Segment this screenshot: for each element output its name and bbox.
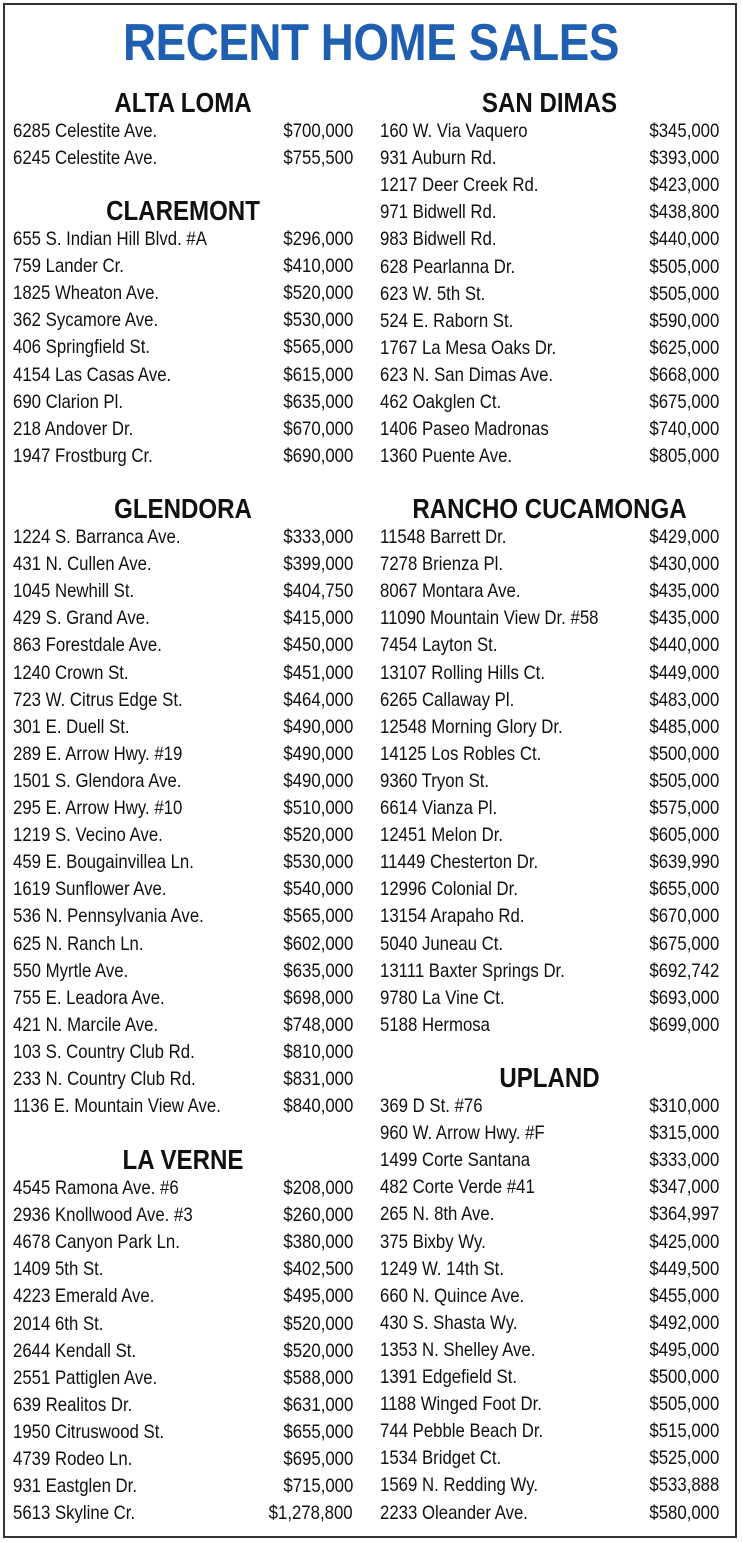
city-heading: CLAREMONT	[106, 195, 260, 226]
sale-row	[380, 1500, 719, 1527]
sale-address: 362 Sycamore Ave.	[13, 309, 159, 332]
sale-address: 1950 Citruswood St.	[13, 1420, 165, 1443]
sale-address: 5613 Skyline Cr.	[13, 1502, 136, 1525]
sale-address: 4545 Ramona Ave. #6	[13, 1177, 179, 1199]
sale-address: 295 E. Arrow Hwy. #10	[13, 797, 183, 819]
sale-price: $575,000	[649, 797, 719, 819]
sale-address: 4223 Emerald Ave.	[13, 1285, 155, 1308]
sale-address: 12996 Colonial Dr.	[380, 878, 518, 901]
sale-price: $515,000	[649, 1420, 719, 1443]
sale-address: 429 S. Grand Ave.	[13, 607, 150, 630]
sale-row	[380, 226, 719, 253]
sale-price: $631,000	[283, 1393, 353, 1416]
sale-row	[13, 253, 353, 280]
sale-address: 375 Bixby Wy.	[380, 1230, 486, 1253]
sale-price: $404,750	[283, 580, 353, 603]
sale-address: 9780 La Vine Ct.	[380, 986, 505, 1009]
sale-address: 7454 Layton St.	[380, 634, 498, 657]
sale-row	[13, 1338, 353, 1365]
sale-row	[13, 389, 353, 416]
sale-address: 1136 E. Mountain View Ave.	[13, 1095, 221, 1118]
sale-row	[380, 849, 719, 876]
sale-address: 960 W. Arrow Hwy. #F	[380, 1122, 545, 1145]
sale-row	[13, 1500, 353, 1527]
sale-price: $639,990	[649, 851, 719, 874]
sale-price: $495,000	[283, 1285, 353, 1308]
sale-price: $510,000	[283, 797, 353, 819]
sale-price: $698,000	[283, 986, 353, 1009]
sale-row	[13, 1229, 353, 1256]
sale-row	[13, 362, 353, 389]
sale-address: 623 N. San Dimas Ave.	[380, 363, 554, 386]
sale-price: $402,500	[283, 1258, 353, 1281]
sale-price: $675,000	[649, 391, 719, 413]
sale-row	[13, 443, 353, 470]
sale-price: $520,000	[283, 1339, 353, 1362]
sale-row	[380, 335, 719, 362]
sale-row	[13, 1419, 353, 1446]
sale-row	[380, 362, 719, 389]
sale-address: 11548 Barrett Dr.	[380, 526, 507, 548]
sale-price: $655,000	[283, 1420, 353, 1443]
sale-address: 623 W. 5th St.	[380, 282, 486, 305]
sale-row	[380, 1229, 719, 1256]
city-heading: UPLAND	[499, 1062, 600, 1093]
sale-row	[13, 1311, 353, 1338]
sale-address: 6245 Celestite Ave.	[13, 147, 158, 170]
sale-address: 628 Pearlanna Dr.	[380, 255, 516, 278]
sale-price: $345,000	[649, 120, 719, 142]
sale-address: 421 N. Marcile Ave.	[13, 1013, 159, 1036]
sale-price: $755,500	[283, 147, 353, 170]
sale-address: 536 N. Pennsylvania Ave.	[13, 905, 204, 928]
sale-row	[380, 118, 719, 145]
sale-address: 1224 S. Barranca Ave.	[13, 526, 181, 548]
sale-price: $495,000	[649, 1338, 719, 1361]
sale-price: $415,000	[283, 607, 353, 630]
sale-price: $530,000	[283, 851, 353, 874]
sale-row	[13, 334, 353, 361]
sale-row	[380, 1337, 719, 1364]
sale-price: $399,000	[283, 553, 353, 576]
sale-address: 459 E. Bougainvillea Ln.	[13, 851, 194, 874]
sale-address: 289 E. Arrow Hwy. #19	[13, 742, 183, 765]
sale-price: $699,000	[649, 1013, 719, 1036]
sale-address: 2014 6th St.	[13, 1312, 104, 1335]
page-title: RECENT HOME SALES	[123, 14, 619, 72]
sale-row	[380, 281, 719, 308]
sale-address: 759 Lander Cr.	[13, 255, 124, 278]
sale-address: 4678 Canyon Park Ln.	[13, 1231, 180, 1254]
sale-address: 2644 Kendall St.	[13, 1339, 137, 1362]
sale-price: $485,000	[649, 715, 719, 738]
sale-row	[380, 1256, 719, 1283]
sale-row	[13, 1473, 353, 1500]
sale-price: $505,000	[649, 255, 719, 278]
sale-price: $580,000	[649, 1501, 719, 1524]
sale-price: $831,000	[283, 1068, 353, 1090]
sale-address: 1569 N. Redding Wy.	[380, 1474, 539, 1497]
sale-address: 1219 S. Vecino Ave.	[13, 824, 163, 847]
sale-price: $500,000	[649, 1366, 719, 1388]
sale-address: 690 Clarion Pl.	[13, 390, 123, 413]
sale-address: 14125 Los Robles Ct.	[380, 742, 542, 765]
sale-price: $605,000	[649, 824, 719, 847]
sale-row	[380, 1147, 719, 1174]
sale-row	[380, 551, 719, 578]
sale-price: $840,000	[283, 1095, 353, 1118]
sale-address: 8067 Montara Ave.	[380, 580, 521, 603]
sale-address: 4154 Las Casas Ave.	[13, 363, 172, 386]
sale-price: $449,500	[649, 1257, 719, 1280]
sale-price: $380,000	[283, 1231, 353, 1254]
sale-address: 301 E. Duell St.	[13, 715, 130, 738]
sale-row	[13, 1256, 353, 1283]
sale-price: $393,000	[649, 147, 719, 170]
sale-address: 660 N. Quince Ave.	[380, 1284, 525, 1307]
sale-row	[380, 687, 719, 714]
sale-address: 369 D St. #76	[380, 1095, 483, 1117]
sale-price: $296,000	[283, 228, 353, 250]
sale-address: 265 N. 8th Ave.	[380, 1203, 495, 1226]
sale-address: 2551 Pattiglen Ave.	[13, 1366, 158, 1389]
sale-price: $310,000	[649, 1095, 719, 1117]
sale-address: 655 S. Indian Hill Blvd. #A	[13, 228, 207, 250]
sale-row	[13, 822, 353, 849]
sale-address: 755 E. Leadora Ave.	[13, 986, 165, 1009]
sale-address: 13107 Rolling Hills Ct.	[380, 661, 545, 684]
sale-address: 6285 Celestite Ave.	[13, 120, 158, 142]
sale-address: 931 Auburn Rd.	[380, 147, 497, 170]
sale-address: 723 W. Citrus Edge St.	[13, 688, 183, 711]
sale-address: 639 Realitos Dr.	[13, 1393, 133, 1416]
sale-address: 1045 Newhill St.	[13, 580, 135, 603]
sale-row	[380, 768, 719, 795]
sale-address: 744 Pebble Beach Dr.	[380, 1420, 544, 1443]
sale-address: 1501 S. Glendora Ave.	[13, 769, 182, 792]
sale-price: $700,000	[283, 120, 353, 142]
sale-price: $520,000	[283, 282, 353, 305]
sale-address: 971 Bidwell Rd.	[380, 201, 497, 224]
sale-price: $450,000	[283, 634, 353, 657]
sale-address: 11090 Mountain View Dr. #58	[380, 607, 599, 630]
sale-address: 625 N. Ranch Ln.	[13, 932, 144, 955]
sale-price: $533,888	[649, 1474, 719, 1497]
sale-row	[380, 931, 719, 958]
sale-address: 233 N. Country Club Rd.	[13, 1068, 196, 1090]
sale-address: 9360 Tryon St.	[380, 769, 490, 792]
sale-row	[380, 1364, 719, 1391]
sale-price: $588,000	[283, 1366, 353, 1389]
sale-row	[13, 1175, 353, 1202]
sale-row	[380, 660, 719, 687]
sale-address: 931 Eastglen Dr.	[13, 1475, 138, 1498]
sale-price: $690,000	[283, 444, 353, 467]
city-heading: SAN DIMAS	[481, 87, 618, 118]
sale-row	[13, 145, 353, 172]
sale-address: 1499 Corte Santana	[380, 1149, 531, 1172]
sale-address: 103 S. Country Club Rd.	[13, 1040, 195, 1063]
sale-row	[13, 660, 353, 687]
sale-price: $492,000	[649, 1311, 719, 1334]
sale-address: 406 Springfield St.	[13, 336, 151, 359]
sale-price: $490,000	[283, 769, 353, 792]
sale-address: 160 W. Via Vaquero	[380, 120, 528, 142]
sale-price: $530,000	[283, 309, 353, 332]
sale-price: $748,000	[283, 1013, 353, 1036]
sale-price: $490,000	[283, 742, 353, 765]
sale-price: $430,000	[649, 553, 719, 576]
sale-row	[380, 903, 719, 930]
city-heading: RANCHO CUCAMONGA	[412, 493, 687, 524]
sale-price: $805,000	[649, 445, 719, 468]
sale-row	[380, 605, 719, 632]
sale-row	[13, 1202, 353, 1229]
sale-row	[13, 985, 353, 1012]
sale-row	[380, 1120, 719, 1147]
city-heading: ALTA LOMA	[114, 87, 252, 118]
sale-price: $695,000	[283, 1448, 353, 1470]
sale-price: $483,000	[649, 688, 719, 711]
sale-price: $333,000	[283, 526, 353, 548]
sale-price: $655,000	[649, 878, 719, 901]
sale-address: 1406 Paseo Madronas	[380, 418, 549, 441]
sale-row	[380, 1012, 719, 1039]
sale-price: $438,800	[649, 201, 719, 224]
city-heading: LA VERNE	[122, 1144, 244, 1175]
sale-row	[380, 1391, 719, 1418]
sale-row	[380, 958, 719, 985]
sale-address: 2233 Oleander Ave.	[380, 1501, 528, 1524]
sale-address: 1947 Frostburg Cr.	[13, 444, 153, 467]
sale-address: 2936 Knollwood Ave. #3	[13, 1204, 193, 1227]
sale-price: $668,000	[649, 363, 719, 386]
sale-price: $615,000	[283, 363, 353, 386]
sale-price: $505,000	[649, 769, 719, 792]
sale-price: $670,000	[283, 417, 353, 440]
sale-price: $425,000	[649, 1230, 719, 1253]
sale-address: 1217 Deer Creek Rd.	[380, 174, 539, 197]
sale-price: $500,000	[649, 742, 719, 765]
sale-address: 462 Oakglen Ct.	[380, 391, 502, 413]
city-heading: GLENDORA	[114, 493, 252, 524]
sale-row	[13, 903, 353, 930]
sale-row	[13, 605, 353, 632]
sale-row	[380, 145, 719, 172]
sale-row	[380, 632, 719, 659]
sale-address: 1360 Puente Ave.	[380, 445, 513, 468]
sale-address: 431 N. Cullen Ave.	[13, 553, 152, 576]
sale-address: 1767 La Mesa Oaks Dr.	[380, 336, 557, 359]
sale-row	[380, 254, 719, 281]
sale-address: 13111 Baxter Springs Dr.	[380, 959, 565, 982]
sale-address: 1619 Sunflower Ave.	[13, 878, 167, 901]
sale-price: $423,000	[649, 174, 719, 197]
sale-row	[13, 1365, 353, 1392]
sale-price: $435,000	[649, 607, 719, 630]
sale-address: 12451 Melon Dr.	[380, 824, 504, 847]
sale-price: $715,000	[283, 1475, 353, 1498]
sale-address: 983 Bidwell Rd.	[380, 228, 497, 251]
sale-price: $670,000	[649, 905, 719, 928]
sale-row	[380, 308, 719, 335]
sale-price: $590,000	[649, 309, 719, 332]
sale-price: $490,000	[283, 715, 353, 738]
sale-address: 1249 W. 14th St.	[380, 1257, 505, 1280]
sale-row	[13, 551, 353, 578]
sale-row	[13, 1446, 353, 1473]
sale-price: $440,000	[649, 228, 719, 251]
sale-address: 1391 Edgefield St.	[380, 1366, 518, 1388]
sale-address: 6265 Callaway Pl.	[380, 688, 515, 711]
sale-row	[380, 1283, 719, 1310]
sale-row	[380, 443, 719, 470]
sale-row	[380, 389, 719, 416]
sale-row	[13, 307, 353, 334]
sale-row	[13, 849, 353, 876]
sale-price: $525,000	[649, 1447, 719, 1470]
sale-price: $625,000	[649, 336, 719, 359]
sale-address: 430 S. Shasta Wy.	[380, 1311, 518, 1334]
sale-row	[380, 578, 719, 605]
sale-address: 1240 Crown St.	[13, 661, 129, 684]
sale-address: 1409 5th St.	[13, 1258, 104, 1281]
sale-row	[13, 1066, 353, 1093]
sale-row	[380, 1445, 719, 1472]
sale-row	[13, 795, 353, 822]
sale-price: $693,000	[649, 986, 719, 1009]
sale-row	[380, 1418, 719, 1445]
sale-row	[13, 714, 353, 741]
sale-row	[380, 524, 719, 551]
sale-row	[380, 876, 719, 903]
sale-price: $429,000	[649, 526, 719, 548]
sale-row	[13, 1039, 353, 1066]
sale-price: $565,000	[283, 905, 353, 928]
sale-row	[380, 1093, 719, 1120]
sale-row	[13, 118, 353, 145]
sale-price: $451,000	[283, 661, 353, 684]
sale-row	[13, 1012, 353, 1039]
sale-price: $540,000	[283, 878, 353, 901]
sale-price: $410,000	[283, 255, 353, 278]
sale-address: 4739 Rodeo Ln.	[13, 1448, 133, 1470]
sale-address: 524 E. Raborn St.	[380, 309, 514, 332]
sale-address: 863 Forestdale Ave.	[13, 634, 162, 657]
sale-row	[380, 795, 719, 822]
sale-price: $692,742	[649, 959, 719, 982]
sale-address: 7278 Brienza Pl.	[380, 553, 504, 576]
sale-price: $364,997	[649, 1203, 719, 1226]
sale-row	[13, 1283, 353, 1310]
sale-row	[13, 578, 353, 605]
sale-row	[380, 416, 719, 443]
sale-price: $505,000	[649, 282, 719, 305]
sale-address: 1353 N. Shelley Ave.	[380, 1338, 536, 1361]
sale-price: $455,000	[649, 1284, 719, 1307]
sale-row	[380, 172, 719, 199]
sale-row	[380, 985, 719, 1012]
sale-row	[380, 714, 719, 741]
sale-price: $635,000	[283, 959, 353, 982]
sale-row	[13, 876, 353, 903]
sale-address: 5188 Hermosa	[380, 1013, 490, 1036]
sale-price: $449,000	[649, 661, 719, 684]
sale-address: 11449 Chesterton Dr.	[380, 851, 539, 874]
sale-row	[380, 741, 719, 768]
sale-price: $208,000	[283, 1177, 353, 1199]
sale-row	[13, 687, 353, 714]
sale-row	[13, 416, 353, 443]
sale-price: $260,000	[283, 1204, 353, 1227]
sale-price: $315,000	[649, 1122, 719, 1145]
sale-address: 550 Myrtle Ave.	[13, 959, 129, 982]
sale-row	[13, 280, 353, 307]
sale-price: $520,000	[283, 824, 353, 847]
sale-row	[13, 226, 353, 253]
sale-address: 1534 Bridget Ct.	[380, 1447, 502, 1470]
sale-price: $440,000	[649, 634, 719, 657]
sale-row	[13, 741, 353, 768]
sale-address: 5040 Juneau Ct.	[380, 932, 504, 955]
sale-row	[13, 632, 353, 659]
sale-price: $602,000	[283, 932, 353, 955]
sale-address: 218 Andover Dr.	[13, 417, 134, 440]
sale-row	[13, 768, 353, 795]
sale-price: $333,000	[649, 1149, 719, 1172]
sale-address: 13154 Arapaho Rd.	[380, 905, 525, 928]
sale-price: $565,000	[283, 336, 353, 359]
sale-price: $740,000	[649, 418, 719, 441]
sale-address: 12548 Morning Glory Dr.	[380, 715, 563, 738]
sale-row	[13, 931, 353, 958]
sale-price: $505,000	[649, 1393, 719, 1416]
sale-address: 482 Corte Verde #41	[380, 1176, 535, 1199]
sale-price: $810,000	[283, 1040, 353, 1063]
sale-row	[380, 822, 719, 849]
sale-price: $675,000	[649, 932, 719, 955]
sale-price: $520,000	[283, 1312, 353, 1335]
sale-row	[380, 1174, 719, 1201]
sale-row	[380, 199, 719, 226]
sale-row	[380, 1201, 719, 1228]
sale-price: $435,000	[649, 580, 719, 603]
sale-price: $464,000	[283, 688, 353, 711]
sale-price: $347,000	[649, 1176, 719, 1199]
sale-row	[380, 1472, 719, 1499]
sale-row	[13, 524, 353, 551]
sale-address: 1825 Wheaton Ave.	[13, 282, 160, 305]
sale-price: $635,000	[283, 390, 353, 413]
sale-row	[13, 1093, 353, 1120]
sale-address: 1188 Winged Foot Dr.	[380, 1393, 542, 1416]
sale-row	[13, 1392, 353, 1419]
sale-address: 6614 Vianza Pl.	[380, 797, 498, 819]
sale-row	[13, 958, 353, 985]
sale-row	[380, 1310, 719, 1337]
sale-price: $1,278,800	[269, 1502, 353, 1525]
